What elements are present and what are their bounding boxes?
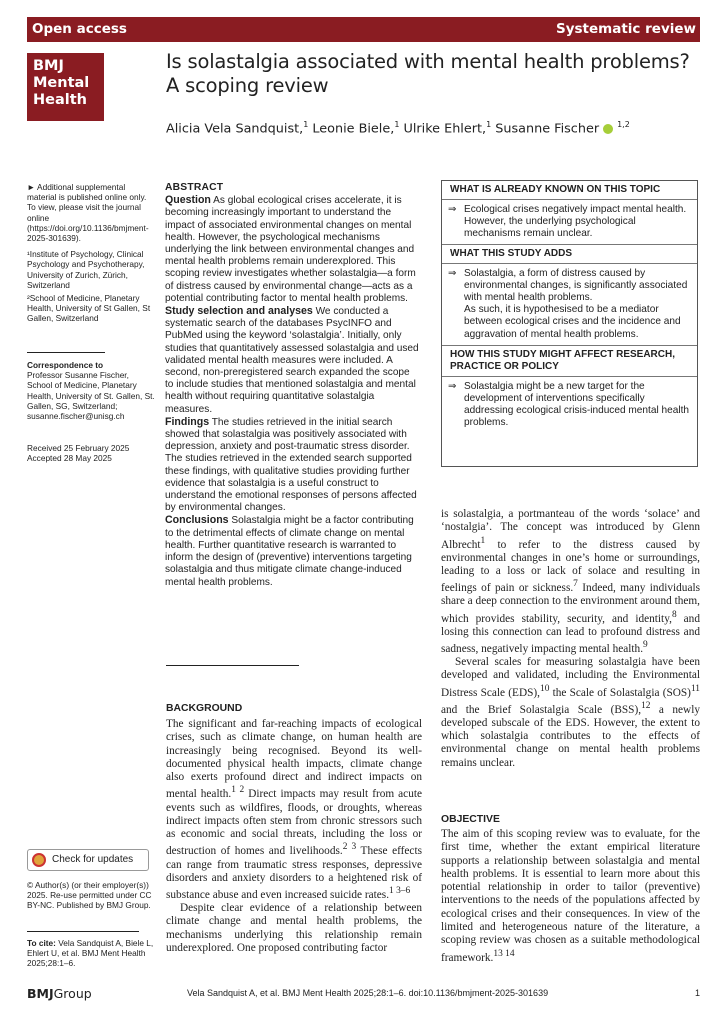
box-item: ⇒ Solastalgia, a form of distress caused by environmental changes, is significantly associated with mental health problems. (448, 267, 688, 304)
accepted-date: Accepted 28 May 2025 (27, 453, 112, 464)
arrow-icon: ⇒ (448, 380, 457, 392)
box-heading-adds: WHAT THIS STUDY ADDS (442, 244, 697, 264)
key-messages-box (441, 180, 698, 467)
article-type-label: Systematic review (556, 21, 696, 37)
open-access-label: Open access (32, 21, 127, 37)
citation-note: To cite: Vela Sandquist A, Biele L, Ehlert U, et al. BMJ Ment Health 2025;28:1–6. (27, 938, 154, 969)
author-list: Alicia Vela Sandquist,$^1$ Leonie Biele,$^1$ Ulrike Ehlert,$^1$ Susanne Fischer $^{1,2}$ (166, 120, 630, 137)
copyright-note: © Author(s) (or their employer(s)) 2025. Re-use permitted under CC BY-NC. Published by BMJ Group. (27, 880, 152, 911)
abstract-conclusions: Conclusions Solastalgia might be a factor contributing to the detrimental effects of climate change on mental health. Further quantitative research is warranted to inform the design of (preventive) interventions targeting solastalgia and thus mitigate climate change-induced mental health problems. (165, 514, 414, 588)
bmj-group-logo[interactable]: BMJGroup (27, 986, 92, 1001)
affiliation-1: ¹Institute of Psychology, Clinical Psychology and Psychotherapy, University of Zurich, Zürich, Switzerland (27, 249, 145, 290)
correspondence-text: Professor Susanne Fischer, School of Medicine, Planetary Health, University of St. Gallen, St. Gallen, SG, Switzerland; susanne.fischer@unisg.ch (27, 370, 155, 422)
arrow-icon: ⇒ (448, 203, 457, 215)
abstract-findings: Findings The studies retrieved in the initial search showed that solastalgia was positively associated with depression, anxiety and post-traumatic stress disorder. The studies retrieved in the extended search supported these findings, with qualitative studies providing further evidence that solastalgia is a useful construct to understand the emotional responses of persons affected by environmental changes. (165, 415, 417, 514)
box-item: ⇒ Solastalgia might be a new target for the development of interventions specifically addressing ecological crisis-induced mental health problems. (448, 380, 689, 429)
orcid-icon[interactable] (603, 124, 613, 134)
sidebar-top (27, 182, 155, 327)
abstract (165, 182, 420, 589)
background-heading: BACKGROUND (166, 703, 243, 714)
dates (27, 443, 155, 466)
divider (27, 352, 105, 353)
article-title: Is solastalgia associated with mental health problems? A scoping review (166, 50, 690, 97)
journal-logo[interactable]: BMJ Mental Health (27, 53, 104, 121)
update-icon (32, 853, 46, 867)
objective-text: The aim of this scoping review was to evaluate, for the first time, whether the extant empirical literature supports a relationship between solastalgia and mental health problems. It is essential to learn more about this potential relationship in order to tailor (preventive) interventions to the needs of the populations affected by ecological crises and their consequences. In view of the limited and heterogeneous nature of the literature, a scoping review was chosen as a suitable methodological framework.$^{13 14}$ (441, 828, 700, 964)
supplemental-note: ► Additional supplemental material is published online only. To view, please visit the journal online (https://doi.org/10.1136/bmjment-2025-301639). (27, 182, 149, 244)
box-item-continued: As such, it is hypothesised to be a mediator between ecological crises and the incidence and aggravation of mental health problems. (464, 304, 681, 340)
divider (166, 665, 299, 666)
top-banner (27, 17, 700, 42)
received-date: Received 25 February 2025 (27, 443, 130, 453)
divider (27, 931, 139, 932)
arrow-icon: ⇒ (448, 267, 457, 279)
affiliation-2: ²School of Medicine, Planetary Health, University of St Gallen, St Gallen, Switzerland (27, 293, 151, 324)
abstract-question: Question As global ecological crises accelerate, it is becoming increasingly important to understand the impact of associated environmental changes on mental health. However, the psychological mechanisms underlying the link between environmental changes and mental health problems remain underexplored. This scoping review investigates whether solastalgia—a form of distress caused by environmental change—acts as a potential contributing factor to mental health problems. (165, 194, 416, 304)
box-heading-impact: HOW THIS STUDY MIGHT AFFECT RESEARCH, PRACTICE OR POLICY (442, 345, 697, 377)
check-for-updates-button[interactable]: Check for updates (27, 849, 149, 871)
box-heading-known: WHAT IS ALREADY KNOWN ON THIS TOPIC (442, 181, 697, 200)
right-column-text: is solastalgia, a portmanteau of the words ‘solace’ and ‘nostalgia’. The concept was introduced by Glenn Albrecht$^1$ to refer to the distress caused by environmental changes in one’s home or surroundings, leading to a loss or lack of solace and resulting in feelings of pain or sickness.$^7$ Indeed, many individuals share a deep connection to the environment around them, which provides stability, security, and identity,$^8$ and losing this connection can lead to profound distress and sadness, negatively impacting mental health.$^9$ Several scales for measuring solastalgia have been developed and validated, including the Environmental Distress Scale (EDS),$^{10}$ the Scale of Solastalgia (SOS)$^{11}$ and the Brief Solastalgia Scale (BSS),$^{12}$ a newly developed subscale of the EDS. However, the extent to which solastalgia contributes to the effects of environmental change on mental health problems remains unclear. (441, 508, 701, 769)
correspondence: Correspondence to Professor Susanne Fischer, School of Medicine, Planetary Health, University of St. Gallen, St. Gallen, SG, Switzerland; susanne.fischer@unisg.ch (27, 360, 155, 422)
objective-heading: OBJECTIVE (441, 814, 500, 825)
abstract-heading: ABSTRACT (165, 182, 224, 193)
page-number: 1 (694, 988, 700, 998)
abstract-study-selection: Study selection and analyses We conducted a systematic search of the databases PsycINFO and PubMed using the keyword ‘solastalgia’. Initially, only studies that quantitatively assessed solastalgia and used validated mental health measures were included. A second, non-preregistered search expanded the scope to include studies that mentioned solastalgia and mental health without requiring quantitative solastalgia measures. (165, 305, 419, 415)
background-text: The significant and far-reaching impacts of ecological crises, such as climate change, on human health are increasingly being recognised. Beyond its well-documented physical health impacts, climate change also exerts profound direct and indirect impacts on mental health.$^{1 2}$ Direct impacts may result from acute events such as wildfires, floods, or droughts, whereas indirect impacts often stem from chronic stressors such as economic and social threats, including the loss or destruction of homes and livelihoods.$^{2 3}$ These effects can range from traumatic stress responses, depressive disorders and anxiety disorders to a heightened risk of substance abuse and even increased suicide rates.$^{1 3-6}$ Despite clear evidence of a relationship between climate change and mental health problems, the mechanisms underlying this relationship remain underexplored. One proposed contributing factor (166, 718, 423, 955)
box-item: ⇒ Ecological crises negatively impact mental health. However, the underlying psychological mechanisms remain unclear. (448, 203, 687, 239)
footer-citation: Vela Sandquist A, et al. BMJ Ment Health 2025;28:1–6. doi:10.1136/bmjment-2025-301639 (187, 988, 549, 998)
